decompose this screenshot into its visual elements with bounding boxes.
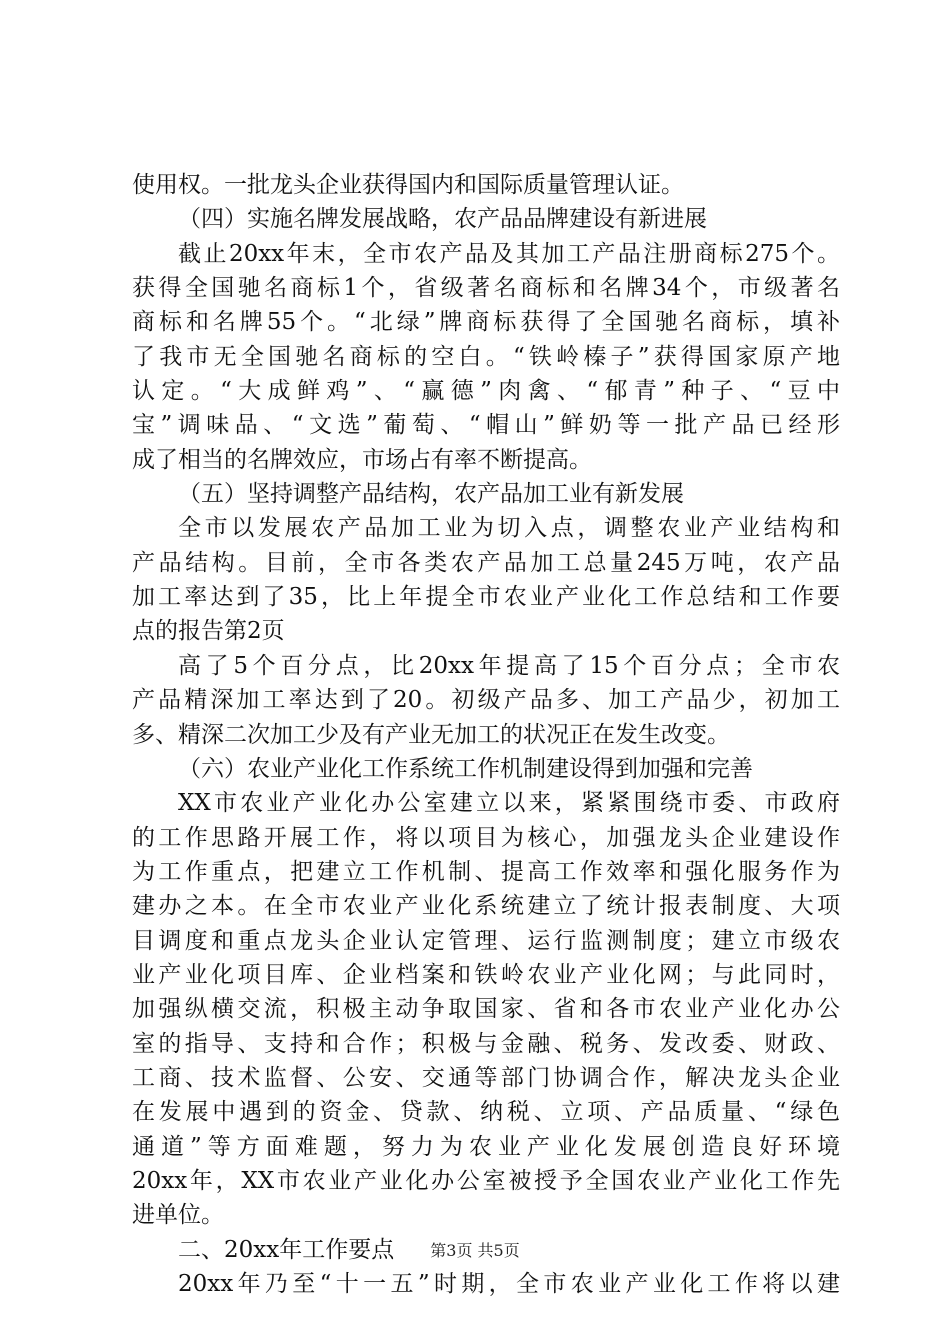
paragraph-line: 建办之本。在全市农业产业化系统建立了统计报表制度、大项 (132, 893, 840, 920)
paragraph-line: 点的报告第2页 (132, 618, 285, 645)
paragraph-line: 目调度和重点龙头企业认定管理、运行监测制度；建立市级农 (132, 927, 840, 954)
paragraph-line: 产品精深加工率达到了20。初级产品多、加工产品少，初加工 (132, 687, 840, 714)
paragraph-line: 了我市无全国驰名商标的空白。“铁岭榛子”获得国家原产地 (132, 343, 840, 370)
paragraph-line: 认定。“大成鲜鸡”、“赢德”肉禽、“郁青”种子、“豆中 (132, 378, 840, 405)
paragraph-line: XX市农业产业化办公室建立以来，紧紧围绕市委、市政府 (178, 790, 840, 817)
paragraph-line: 产品结构。目前，全市各类农产品加工总量245万吨，农产品 (132, 549, 840, 576)
paragraph-line: 在发展中遇到的资金、贷款、纳税、立项、产品质量、“绿色 (132, 1099, 840, 1126)
section-heading: （六）农业产业化工作系统工作机制建设得到加强和完善 (178, 755, 753, 782)
paragraph-line: 加强纵横交流，积极主动争取国家、省和各市农业产业化办公 (132, 996, 840, 1023)
paragraph-line: 宝”调味品、“文选”葡萄、“帽山”鲜奶等一批产品已经形 (132, 412, 840, 439)
body-text (132, 168, 840, 1301)
paragraph-line: 多、精深二次加工少及有产业无加工的状况正在发生改变。 (132, 721, 730, 748)
paragraph-line: 通道”等方面难题，努力为农业产业化发展创造良好环境 (132, 1133, 840, 1160)
paragraph-line: 加工率达到了35，比上年提全市农业产业化工作总结和工作要 (132, 584, 840, 611)
paragraph-line: 业产业化项目库、企业档案和铁岭农业产业化网；与此同时， (132, 961, 840, 988)
paragraph-line: 高了5个百分点，比20xx年提高了15个百分点；全市农 (178, 652, 840, 679)
paragraph-line: 使用权。一批龙头企业获得国内和国际质量管理认证。 (132, 172, 684, 198)
paragraph-line: 的工作思路开展工作，将以项目为核心，加强龙头企业建设作 (132, 824, 840, 851)
paragraph-line: 获得全国驰名商标1个，省级著名商标和名牌34个，市级著名 (132, 275, 840, 302)
paragraph-line: 截止20xx年末，全市农产品及其加工产品注册商标275个。 (178, 240, 840, 267)
page-footer: 第3页 共5页 (430, 1241, 520, 1260)
paragraph-line: 进单位。 (132, 1202, 224, 1229)
paragraph-line: 室的指导、支持和合作；积极与金融、税务、发改委、财政、 (132, 1030, 840, 1057)
section-heading: （四）实施名牌发展战略，农产品品牌建设有新进展 (178, 206, 707, 233)
paragraph-line: 全市以发展农产品加工业为切入点，调整农业产业结构和 (178, 515, 840, 542)
paragraph-line: 成了相当的名牌效应，市场占有率不断提高。 (132, 446, 592, 473)
section-heading: 二、20xx年工作要点 (178, 1236, 395, 1263)
paragraph-line: 20xx年，XX市农业产业化办公室被授予全国农业产业化工作先 (132, 1167, 840, 1194)
paragraph-line: 20xx年乃至“十一五”时期，全市农业产业化工作将以建 (178, 1271, 840, 1297)
section-heading: （五）坚持调整产品结构，农产品加工业有新发展 (178, 481, 684, 508)
paragraph-line: 工商、技术监督、公安、交通等部门协调合作，解决龙头企业 (132, 1064, 840, 1091)
paragraph-line: 为工作重点，把建立工作机制、提高工作效率和强化服务作为 (132, 858, 840, 885)
paragraph-line: 商标和名牌55个。“北绿”牌商标获得了全国驰名商标，填补 (132, 309, 840, 336)
